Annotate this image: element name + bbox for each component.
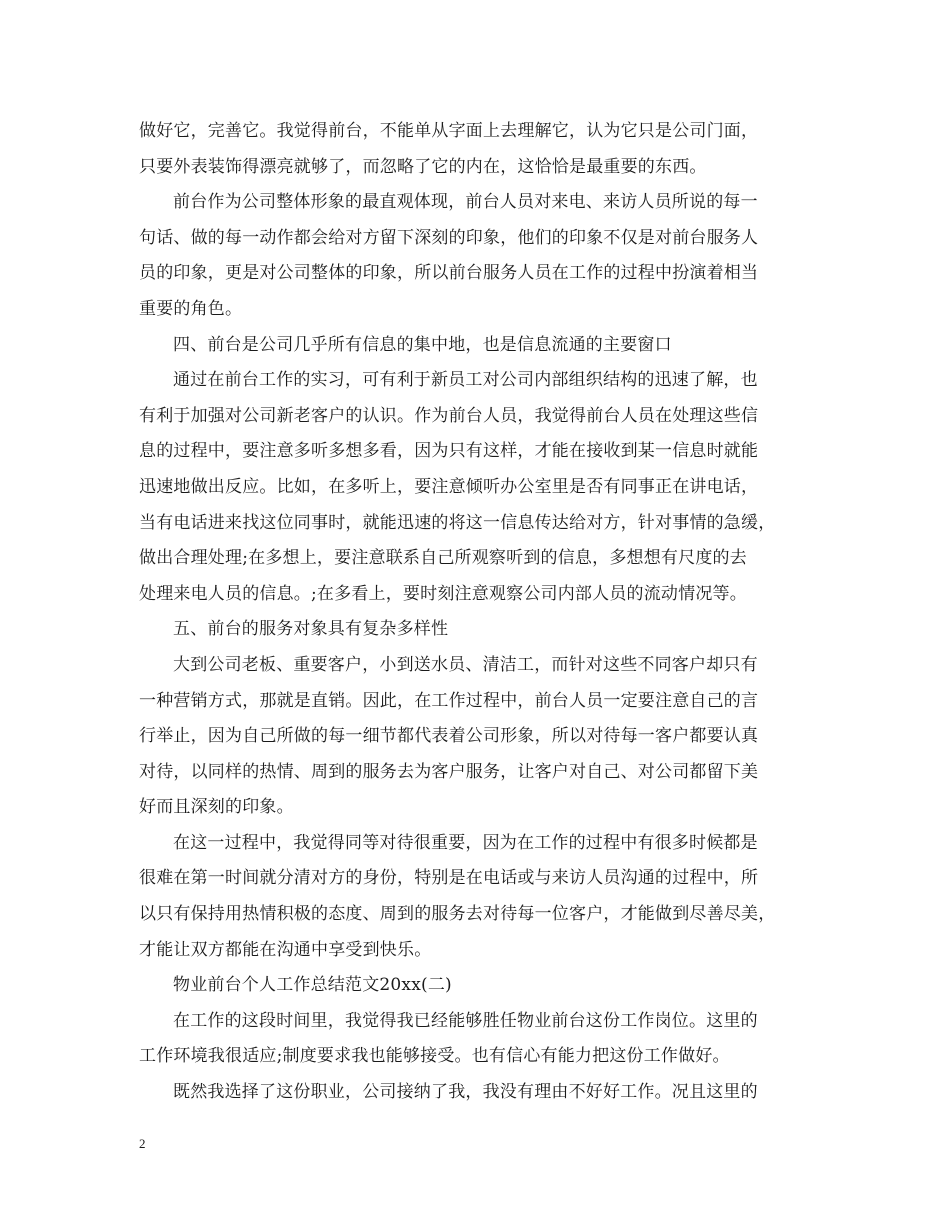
- text-line: 迅速地做出反应。比如，在多听上，要注意倾听办公室里是否有同事正在讲电话，: [139, 476, 759, 497]
- text-line: 前台作为公司整体形象的最直观体现，前台人员对来电、来访人员所说的每一: [173, 192, 758, 213]
- text-line: 有利于加强对公司新老客户的认识。作为前台人员，我觉得前台人员在处理这些信: [139, 405, 759, 426]
- text-line: 一种营销方式，那就是直销。因此，在工作过程中，前台人员一定要注意自己的言: [139, 690, 759, 711]
- text-line: 五、前台的服务对象具有复杂多样性: [173, 619, 449, 640]
- text-line: 在工作的这段时间里，我觉得我已经能够胜任物业前台这份工作岗位。这里的: [173, 1010, 758, 1031]
- text-line: 很难在第一时间就分清对方的身份，特别是在电话或与来访人员沟通的过程中，所: [139, 868, 759, 889]
- text-line: 员的印象，更是对公司整体的印象，所以前台服务人员在工作的过程中扮演着相当: [139, 263, 759, 284]
- text-line: 在这一过程中，我觉得同等对待很重要，因为在工作的过程中有很多时候都是: [173, 832, 758, 853]
- text-line: 以只有保持用热情积极的态度、周到的服务去对待每一位客户，才能做到尽善尽美，: [139, 904, 776, 925]
- text-line: 好而且深刻的印象。: [139, 797, 294, 818]
- text-line: 对待，以同样的热情、周到的服务去为客户服务，让客户对自己、对公司都留下美: [139, 761, 759, 782]
- text-line: 四、前台是公司几乎所有信息的集中地，也是信息流通的主要窗口: [173, 334, 672, 355]
- text-line: 处理来电人员的信息。;在多看上，要时刻注意观察公司内部人员的流动情况等。: [139, 583, 747, 604]
- text-line: 只要外表装饰得漂亮就够了，而忽略了它的内在，这恰恰是最重要的东西。: [139, 156, 707, 177]
- text-line: 行举止，因为自己所做的每一细节都代表着公司形象，所以对待每一客户都要认真: [139, 726, 759, 747]
- text-line: 息的过程中，要注意多听多想多看，因为只有这样，才能在接收到某一信息时就能: [139, 441, 759, 462]
- text-line: 工作环境我很适应;制度要求我也能够接受。也有信心有能力把这份工作做好。: [139, 1046, 730, 1067]
- text-line: 既然我选择了这份职业，公司接纳了我，我没有理由不好好工作。况且这里的: [173, 1082, 758, 1103]
- text-line: 通过在前台工作的实习，可有利于新员工对公司内部组织结构的迅速了解，也: [173, 370, 758, 391]
- text-line: 当有电话进来找这位同事时，就能迅速的将这一信息传达给对方，针对事情的急缓，: [139, 512, 776, 533]
- text-line: 句话、做的每一动作都会给对方留下深刻的印象，他们的印象不仅是对前台服务人: [139, 227, 759, 248]
- text-line: 重要的角色。: [139, 298, 243, 319]
- text-line: 物业前台个人工作总结范文20xx(二): [173, 975, 452, 996]
- text-line: 做出合理处理;在多想上，要注意联系自己所观察听到的信息，多想想有尺度的去: [139, 548, 747, 569]
- text-line: 大到公司老板、重要客户，小到送水员、清洁工，而针对这些不同客户却只有: [173, 654, 758, 675]
- page-number: 2: [139, 1136, 146, 1151]
- document-body: [139, 114, 811, 1111]
- text-line: 才能让双方都能在沟通中享受到快乐。: [139, 939, 432, 960]
- text-line: 做好它，完善它。我觉得前台，不能单从字面上去理解它，认为它只是公司门面，: [139, 121, 759, 141]
